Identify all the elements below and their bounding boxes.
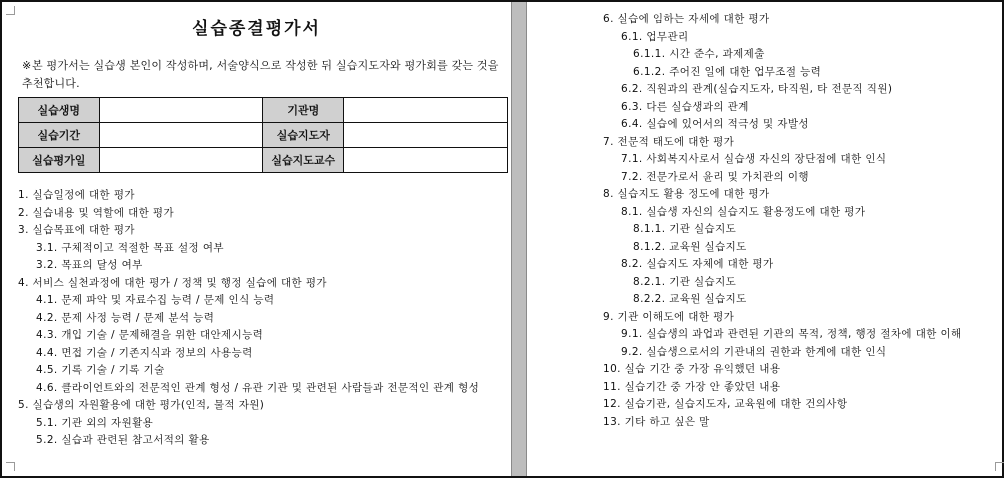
outline-item: 5.2. 실습과 관련된 참고서적의 활용 [36, 434, 210, 446]
label-period: 실습기간 [19, 123, 100, 148]
instruction-note [22, 57, 510, 93]
label-institution: 기관명 [263, 98, 344, 123]
outline-item: 4. 서비스 실천과정에 대한 평가 / 정책 및 행정 실습에 대한 평가 [18, 276, 327, 289]
field-eval-date[interactable] [99, 148, 263, 173]
document-title: 실습종결평가서 [192, 19, 321, 39]
outline-item: 6.4. 실습에 있어서의 적극성 및 자발성 [621, 118, 809, 130]
outline-item: 4.4. 면접 기술 / 기존지식과 정보의 사용능력 [36, 346, 253, 359]
outline-item: 5.1. 기관 외의 자원활용 [36, 416, 154, 429]
outline-right [603, 11, 1001, 431]
outline-item: 8.2.1. 기관 실습지도 [633, 275, 737, 288]
table-row [19, 148, 508, 173]
corner-marker [995, 462, 1004, 471]
outline-item: 6.3. 다른 실습생과의 관계 [621, 100, 749, 113]
outline-item: 9. 기관 이해도에 대한 평가 [603, 310, 735, 323]
outline-item: 11. 실습기간 중 가장 안 좋았던 내용 [603, 380, 781, 393]
outline-item: 8.1. 실습생 자신의 실습지도 활용정도에 대한 평가 [621, 205, 866, 218]
corner-marker [6, 462, 15, 471]
note-mark: ※ [22, 59, 32, 72]
outline-item: 8.2.2. 교육원 실습지도 [633, 293, 747, 305]
field-period[interactable] [99, 123, 263, 148]
label-supervisor: 실습지도자 [263, 123, 344, 148]
outline-item: 12. 실습기관, 실습지도자, 교육원에 대한 건의사항 [603, 398, 848, 410]
field-professor[interactable] [344, 148, 508, 173]
table-row [19, 123, 508, 148]
outline-item: 7.1. 사회복지사로서 실습생 자신의 장단점에 대한 인식 [621, 153, 887, 165]
outline-item: 8.1.1. 기관 실습지도 [633, 223, 737, 235]
outline-item: 9.2. 실습생으로서의 기관내의 권한과 한계에 대한 인식 [621, 345, 887, 358]
outline-item: 3.1. 구체적이고 적절한 목표 설정 여부 [36, 241, 224, 254]
outline-item: 7.2. 전문가로서 윤리 및 가치관의 이행 [621, 170, 809, 183]
outline-item: 1. 실습일정에 대한 평가 [18, 189, 135, 201]
outline-item: 6.1.1. 시간 준수, 과제제출 [633, 48, 765, 60]
outline-item: 4.3. 개입 기술 / 문제해결을 위한 대안제시능력 [36, 329, 264, 341]
outline-item: 6.1. 업무관리 [621, 30, 689, 43]
page-right [527, 2, 1002, 476]
outline-item: 9.1. 실습생의 과업과 관련된 기관의 목적, 정책, 행정 절차에 대한 이해 [621, 328, 962, 340]
field-institution[interactable] [344, 98, 508, 123]
outline-item: 13. 기타 하고 싶은 말 [603, 415, 710, 428]
outline-item: 6. 실습에 임하는 자세에 대한 평가 [603, 13, 770, 25]
outline-item: 6.1.2. 주어진 일에 대한 업무조절 능력 [633, 65, 822, 78]
outline-item: 7. 전문적 태도에 대한 평가 [603, 135, 735, 148]
outline-item: 8.2. 실습지도 자체에 대한 평가 [621, 258, 774, 270]
outline-item: 8. 실습지도 활용 정도에 대한 평가 [603, 188, 770, 200]
outline-item: 2. 실습내용 및 역할에 대한 평가 [18, 206, 175, 219]
label-professor: 실습지도교수 [263, 148, 344, 173]
outline-item: 10. 실습 기간 중 가장 유익했던 내용 [603, 363, 781, 375]
outline-item: 4.6. 클라이언트와의 전문적인 관계 형성 / 유관 기관 및 관련된 사람들과 전문적인 관계 형성 [36, 381, 480, 394]
label-student-name: 실습생명 [19, 98, 100, 123]
info-table [18, 97, 508, 173]
field-supervisor[interactable] [344, 123, 508, 148]
outline-item: 8.1.2. 교육원 실습지도 [633, 240, 747, 253]
outline-item: 3.2. 목표의 달성 여부 [36, 259, 143, 271]
outline-item: 4.2. 문제 사정 능력 / 문제 분석 능력 [36, 311, 215, 324]
field-student-name[interactable] [99, 98, 263, 123]
label-eval-date: 실습평가일 [19, 148, 100, 173]
outline-item: 4.1. 문제 파악 및 자료수집 능력 / 문제 인식 능력 [36, 294, 275, 306]
outline-left [18, 187, 508, 450]
page-left [2, 2, 511, 476]
outline-item: 4.5. 기록 기술 / 기록 기술 [36, 364, 165, 376]
outline-item: 5. 실습생의 자원활용에 대한 평가(인적, 물적 자원) [18, 399, 265, 411]
page-gutter [511, 2, 527, 476]
outline-item: 6.2. 직원과의 관계(실습지도자, 타직원, 타 전문직 직원) [621, 83, 893, 95]
table-row [19, 98, 508, 123]
outline-item: 3. 실습목표에 대한 평가 [18, 224, 135, 236]
note-text: 본 평가서는 실습생 본인이 작성하며, 서술양식으로 작성한 뒤 실습지도자와 평가회를 갖는 것을 추천합니다. [22, 59, 499, 90]
